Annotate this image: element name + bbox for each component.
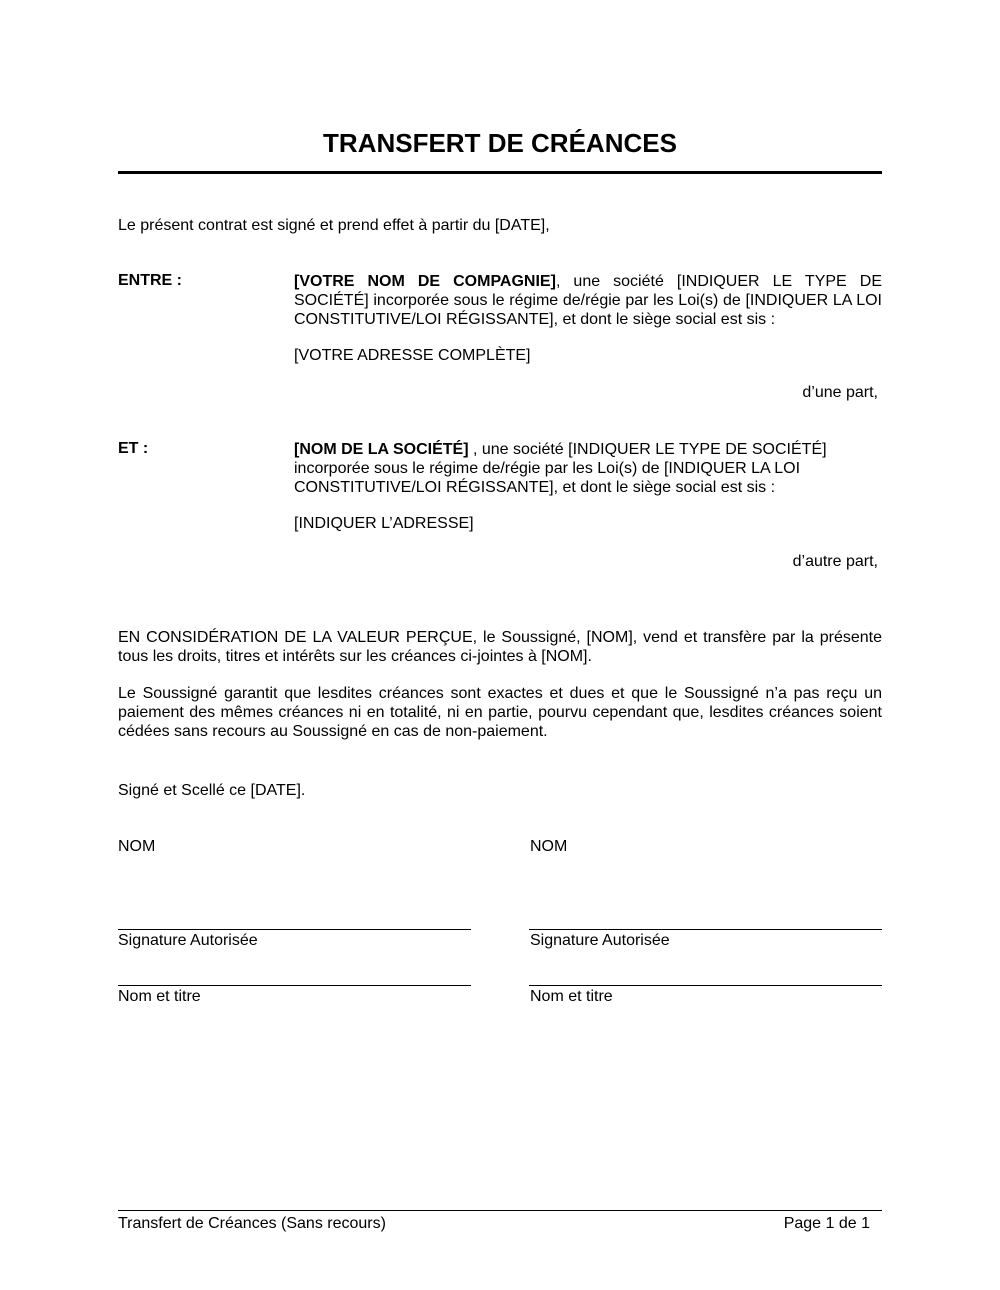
- footer-rule: [118, 1210, 882, 1211]
- party2-name: [NOM DE LA SOCIÉTÉ]: [294, 441, 469, 458]
- signatory-1-name: NOM: [118, 838, 156, 855]
- intro-text: Le présent contrat est signé et prend effet à partir du [DATE],: [118, 217, 550, 234]
- signature-label-1: Signature Autorisée: [118, 932, 258, 949]
- party1-closing: d’une part,: [802, 384, 878, 401]
- party1-label: ENTRE :: [118, 272, 182, 289]
- party1-address: [VOTRE ADRESSE COMPLÈTE]: [294, 347, 531, 364]
- party2-text: , une société [INDIQUER LE TYPE DE SOCIÉTÉ] incorporée sous le régime de/régie par les Loi(s) de [INDIQUER LA LOI CONSTITUTIVE/LOI RÉGISSANTE], et dont le siège social est sis :: [294, 441, 827, 496]
- party2-closing: d’autre part,: [792, 553, 878, 570]
- party1-name: [VOTRE NOM DE COMPAGNIE]: [294, 273, 556, 290]
- party2-description: [294, 440, 854, 497]
- name-title-line-2: [529, 985, 882, 986]
- document-title: TRANSFERT DE CRÉANCES: [323, 128, 677, 158]
- party1-text: , une société [INDIQUER LE TYPE DE SOCIÉTÉ] incorporée sous le régime de/régie par les Loi(s) de [INDIQUER LA LOI CONSTITUTIVE/LOI RÉGISSANTE], et dont le siège social est sis :: [294, 273, 882, 328]
- name-title-label-2: Nom et titre: [530, 988, 613, 1005]
- signature-line-2: [529, 929, 882, 930]
- party1-description: [294, 272, 882, 329]
- party2-address: [INDIQUER L’ADRESSE]: [294, 515, 474, 532]
- party2-label: ET :: [118, 440, 149, 457]
- name-title-label-1: Nom et titre: [118, 988, 201, 1005]
- signature-line-1: [118, 929, 471, 930]
- signed-date-text: Signé et Scellé ce [DATE].: [118, 782, 306, 799]
- page-number: Page 1 de 1: [783, 1215, 870, 1232]
- paragraph-consideration: EN CONSIDÉRATION DE LA VALEUR PERÇUE, le Soussigné, [NOM], vend et transfère par la présente tous les droits, titres et intérêts sur les créances ci-jointes à [NOM].: [118, 629, 882, 665]
- title-rule: [118, 171, 882, 174]
- signature-label-2: Signature Autorisée: [530, 932, 670, 949]
- signatory-2-name: NOM: [530, 838, 568, 855]
- name-title-line-1: [118, 985, 471, 986]
- paragraph-guarantee: Le Soussigné garantit que lesdites créances sont exactes et dues et que le Soussigné n’a pas reçu un paiement des mêmes créances ni en totalité, ni en partie, pourvu cependant que, lesdites créances soient cédées sans recours au Soussigné en cas de non-paiement.: [118, 685, 882, 740]
- footer-title: Transfert de Créances (Sans recours): [118, 1215, 386, 1232]
